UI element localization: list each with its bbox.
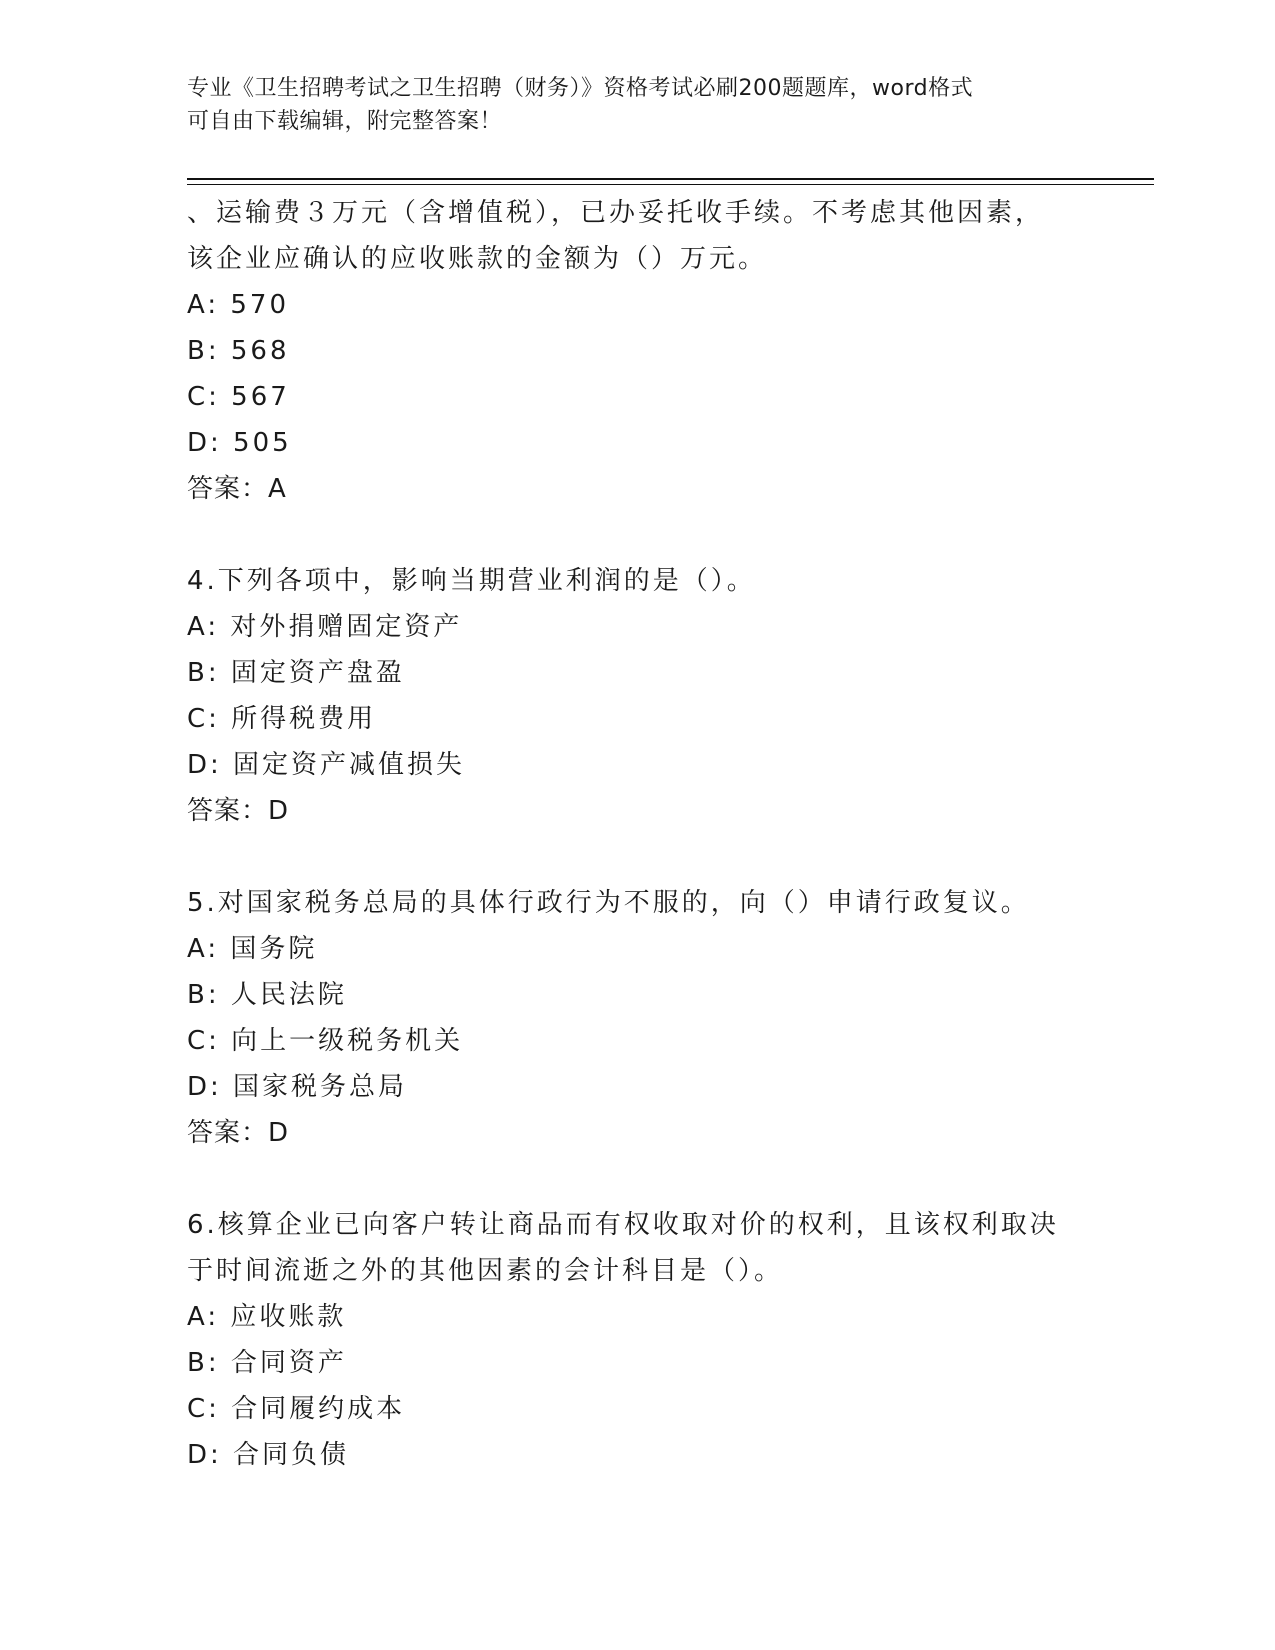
option-a: A: 国务院 [187,934,318,964]
option-d: D: 国家税务总局 [187,1072,408,1102]
question-text-line: 该企业应确认的应收账款的金额为（）万元。 [187,244,768,274]
question-text-line: 于时间流逝之外的其他因素的会计科目是（）。 [187,1256,784,1286]
option-d: D: 505 [187,428,292,458]
question-6 [187,1202,1087,1478]
answer-line: 答案：D [187,796,290,826]
spacer [187,512,1087,558]
document-header [187,72,1087,138]
header-divider-thick [187,178,1154,180]
option-c: C: 向上一级税务机关 [187,1026,464,1056]
question-text-line: 4.下列各项中，影响当期营业利润的是（）。 [187,566,756,596]
question-text-line: 、运输费３万元（含增值税），已办妥托收手续。不考虑其他因素， [187,198,1045,228]
spacer [187,1156,1087,1202]
header-divider-thin [187,184,1154,185]
option-b: B: 固定资产盘盈 [187,658,405,688]
option-a: A: 应收账款 [187,1302,347,1332]
option-b: B: 合同资产 [187,1348,347,1378]
header-title-line-1: 专业《卫生招聘考试之卫生招聘（财务）》资格考试必刷200题题库，word格式 [187,76,974,101]
question-4 [187,558,1087,834]
option-a: A: 570 [187,290,289,320]
option-b: B: 568 [187,336,290,366]
answer-line: 答案：A [187,474,287,504]
answer-line: 答案：D [187,1118,290,1148]
option-d: D: 合同负债 [187,1440,350,1470]
question-5 [187,880,1087,1156]
option-b: B: 人民法院 [187,980,347,1010]
option-c: C: 合同履约成本 [187,1394,406,1424]
question-list [187,190,1087,1478]
option-c: C: 所得税费用 [187,704,377,734]
question-text-line: 5.对国家税务总局的具体行政行为不服的，向（）申请行政复议。 [187,888,1030,918]
header-title-line-2: 可自由下载编辑，附完整答案！ [187,109,503,134]
question-text-line: 6.核算企业已向客户转让商品而有权收取对价的权利，且该权利取决 [187,1210,1059,1240]
option-d: D: 固定资产减值损失 [187,750,466,780]
spacer [187,834,1087,880]
question-3 [187,190,1087,512]
option-a: A: 对外捐赠固定资产 [187,612,463,642]
option-c: C: 567 [187,382,290,412]
